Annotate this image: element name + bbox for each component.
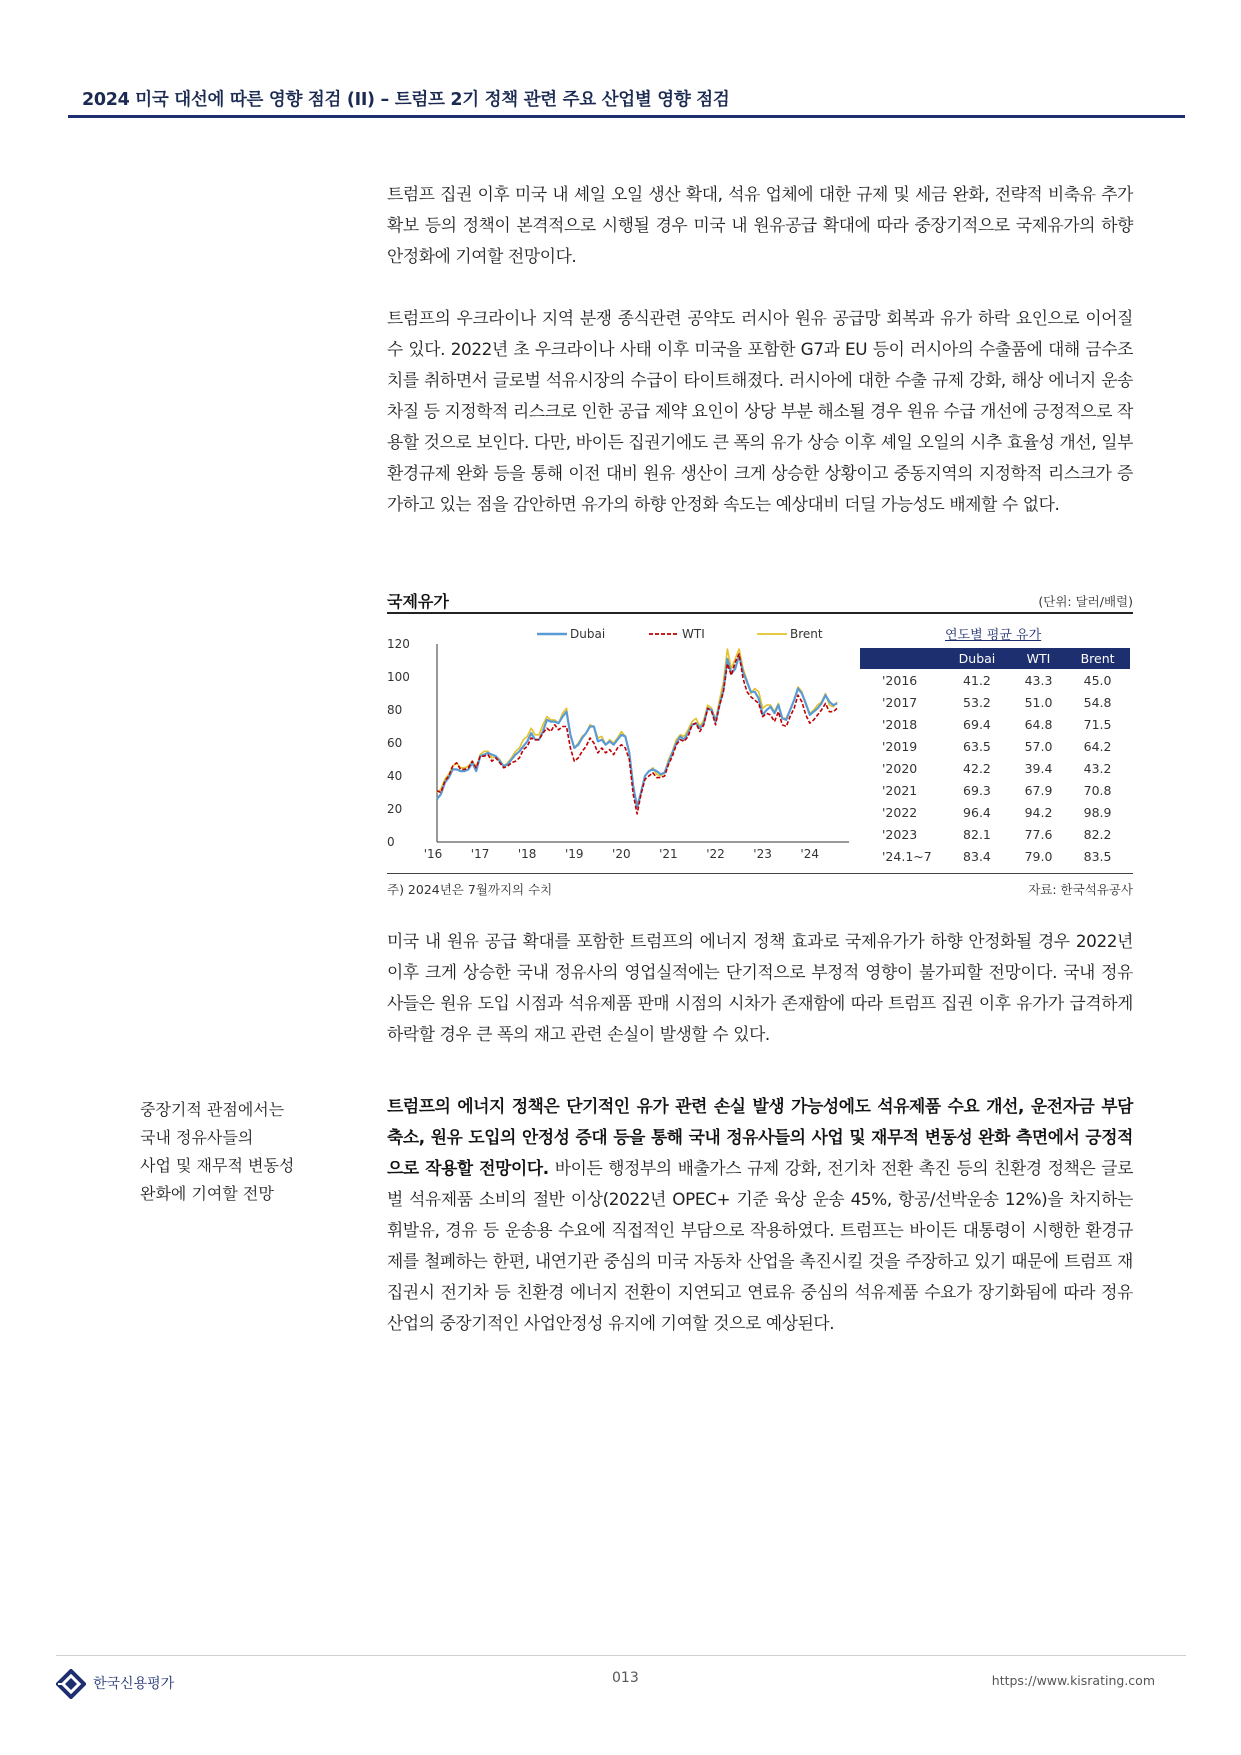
paragraph-long-term-impact (387, 1091, 1133, 1339)
side-note-line: 국내 정유사들의 (140, 1128, 254, 1147)
table-cell: 42.2 (963, 760, 991, 776)
page-number: 013 (612, 1670, 639, 1686)
paragraph-ukraine-war: 트럼프의 우크라이나 지역 분쟁 종식관련 공약도 러시아 원유 공급망 회복과 유가 하락 요인으로 이어질 수 있다. 2022년 초 우크라이나 사태 이후 미국을 포함한 G7과 EU 등이 러시아의 수출품에 대해 금수조치를 취하면서 글로벌 석유시장의 수급이 타이트해졌다. 러시아에 대한 수출 규제 강화, 해상 에너지 운송 차질 등 지정학적 리스크로 인한 공급 제약 요인이 상당 부분 해소될 경우 원유 수급 개선에 긍정적으로 작용할 것으로 보인다. 다만, 바이든 집권기에도 큰 폭의 유가 상승 이후 셰일 오일의 시추 효율성 개선, 일부 환경규제 완화 등을 통해 이전 대비 원유 생산이 크게 상승한 상황이고 중동지역의 지정학적 리스크가 증가하고 있는 점을 감안하면 유가의 하향 안정화 속도는 예상대비 더딜 가능성도 배제할 수 없다. (387, 308, 1133, 514)
table-cell-year: '2019 (882, 738, 918, 754)
footer-url[interactable]: https://www.kisrating.com (991, 1673, 1155, 1688)
column-header: WTI (1012, 648, 1065, 669)
table-cell-year: '2018 (882, 716, 918, 732)
y-tick-label: 100 (387, 670, 410, 684)
column-header: Brent (1065, 648, 1130, 669)
series-line-wti (437, 654, 837, 814)
table-cell: 69.3 (963, 782, 991, 798)
oil-price-line-chart (387, 622, 857, 867)
annual-average-price-table (860, 648, 1130, 867)
x-tick-label: '22 (706, 847, 725, 861)
paragraph-shale-policy: 트럼프 집권 이후 미국 내 셰일 오일 생산 확대, 석유 업체에 대한 규제 및 세금 완화, 전략적 비축유 추가 확보 등의 정책이 본격적으로 시행될 경우 미국 내 원유공급 확대에 따라 중장기적으로 국제유가의 하향 안정화에 기여할 전망이다. (387, 184, 1133, 266)
chart-unit: (단위: 달러/배럴) (1038, 594, 1133, 609)
side-note-line: 사업 및 재무적 변동성 (140, 1156, 295, 1175)
chart-title: 국제유가 (387, 592, 449, 611)
table-row (860, 757, 1130, 779)
paragraph-key-sentence: 트럼프의 에너지 정책은 단기적인 유가 관련 손실 발생 가능성에도 석유제품 수요 개선, 운전자금 부담 축소, 원유 도입의 안정성 증대 등을 통해 국내 정유사들의 사업 및 재무적 변동성 완화 측면에서 긍정적으로 작용할 전망이다. (387, 1096, 1133, 1178)
x-tick-label: '17 (470, 847, 490, 861)
chart-source: 자료: 한국석유공사 (1028, 882, 1133, 897)
series-line-dubai (437, 656, 837, 808)
kis-logo-icon (56, 1669, 86, 1699)
price-table-title: 연도별 평균 유가 (945, 628, 1042, 643)
table-row (860, 779, 1130, 801)
table-cell-year: '2021 (882, 782, 918, 798)
x-tick-label: '18 (517, 847, 537, 861)
axis-lines (437, 644, 849, 842)
table-row (860, 823, 1130, 845)
legend-label-dubai: Dubai (570, 627, 606, 641)
x-tick-label: '21 (659, 847, 678, 861)
table-cell: 98.9 (1083, 804, 1112, 820)
table-cell: 70.8 (1083, 782, 1112, 798)
table-row (860, 845, 1130, 867)
table-cell: 71.5 (1083, 716, 1112, 732)
table-cell: 82.2 (1083, 826, 1112, 842)
side-note-line: 중장기적 관점에서는 (140, 1100, 285, 1119)
chart-top-rule (387, 612, 1133, 614)
series-lines (437, 649, 837, 814)
table-cell: 57.0 (1024, 738, 1053, 754)
legend-label-brent: Brent (790, 627, 823, 641)
x-axis-labels (424, 847, 819, 861)
table-cell: 79.0 (1024, 848, 1053, 864)
table-cell: 64.2 (1083, 738, 1112, 754)
y-tick-label: 0 (387, 835, 395, 849)
table-cell: 41.2 (963, 672, 991, 688)
x-tick-label: '19 (564, 847, 584, 861)
side-note-line: 완화에 기여할 전망 (140, 1184, 274, 1203)
table-cell: 67.9 (1024, 782, 1053, 798)
table-cell: 43.3 (1024, 672, 1053, 688)
x-tick-label: '16 (423, 847, 443, 861)
side-note (140, 1096, 340, 1208)
table-cell-year: '2022 (882, 804, 918, 820)
table-row (860, 691, 1130, 713)
table-row (860, 669, 1130, 691)
report-header-title: 2024 미국 대선에 따른 영향 점검 (II) – 트럼프 2기 정책 관련 주요 산업별 영향 점검 (82, 90, 730, 110)
table-cell: 45.0 (1083, 672, 1112, 688)
paragraph-short-term-impact: 미국 내 원유 공급 확대를 포함한 트럼프의 에너지 정책 효과로 국제유가가 하향 안정화될 경우 2022년 이후 크게 상승한 국내 정유사의 영업실적에는 단기적으로 부정적 영향이 불가피할 전망이다. 국내 정유사들은 원유 도입 시점과 석유제품 판매 시점의 시차가 존재함에 따라 트럼프 집권 이후 유가가 급격하게 하락할 경우 큰 폭의 재고 관련 손실이 발생할 수 있다. (387, 931, 1133, 1044)
paragraph-body: 바이든 행정부의 배출가스 규제 강화, 전기차 전환 촉진 등의 친환경 정책은 글로벌 석유제품 소비의 절반 이상(2022년 OPEC+ 기준 육상 운송 45%, 항공/선박운송 12%)을 차지하는 휘발유, 경유 등 운송용 수요에 직접적인 부담으로 작용하였다. 트럼프는 바이든 대통령이 시행한 환경규제를 철폐하는 한편, 내연기관 중심의 미국 자동차 산업을 촉진시킬 것을 주장하고 있기 때문에 트럼프 재집권시 전기차 등 친환경 에너지 전환이 지연되고 연료유 중심의 석유제품 수요가 장기화됨에 따라 정유산업의 중장기적인 사업안정성 유지에 기여할 것으로 예상된다. (387, 1158, 1133, 1333)
y-tick-label: 60 (387, 736, 403, 750)
table-cell: 96.4 (963, 804, 991, 820)
header-rule (68, 115, 1185, 118)
table-cell: 69.4 (963, 716, 991, 732)
y-tick-label: 120 (387, 637, 410, 651)
table-cell-year: '2016 (882, 672, 918, 688)
y-tick-label: 80 (387, 703, 403, 717)
table-header-row (860, 648, 1130, 669)
table-cell: 53.2 (963, 694, 991, 710)
footer-company-name: 한국신용평가 (93, 1676, 175, 1692)
x-tick-label: '23 (753, 847, 772, 861)
y-tick-label: 20 (387, 802, 403, 816)
chart-footnote: 주) 2024년은 7월까지의 수치 (387, 882, 553, 897)
table-cell-year: '2017 (882, 694, 918, 710)
table-row (860, 713, 1130, 735)
table-cell: 64.8 (1024, 716, 1053, 732)
table-cell: 83.5 (1083, 848, 1112, 864)
footer-rule (56, 1655, 1186, 1656)
table-cell-year: '24.1~7 (882, 848, 932, 864)
table-cell: 54.8 (1083, 694, 1112, 710)
table-row (860, 735, 1130, 757)
table-row (860, 801, 1130, 823)
column-header (860, 648, 942, 669)
table-cell: 43.2 (1083, 760, 1112, 776)
table-cell: 82.1 (963, 826, 991, 842)
table-cell-year: '2023 (882, 826, 918, 842)
table-cell: 63.5 (963, 738, 991, 754)
x-tick-label: '20 (612, 847, 631, 861)
series-line-brent (437, 649, 837, 804)
table-cell: 77.6 (1024, 826, 1053, 842)
x-tick-label: '24 (800, 847, 819, 861)
table-cell: 94.2 (1024, 804, 1053, 820)
y-tick-label: 40 (387, 769, 403, 783)
chart-legend (537, 627, 823, 641)
column-header: Dubai (942, 648, 1012, 669)
table-cell-year: '2020 (882, 760, 918, 776)
table-cell: 39.4 (1024, 760, 1053, 776)
table-cell: 51.0 (1024, 694, 1053, 710)
y-axis-labels (387, 637, 410, 849)
chart-bottom-rule (387, 873, 1133, 874)
table-cell: 83.4 (963, 848, 991, 864)
legend-label-wti: WTI (682, 627, 705, 641)
